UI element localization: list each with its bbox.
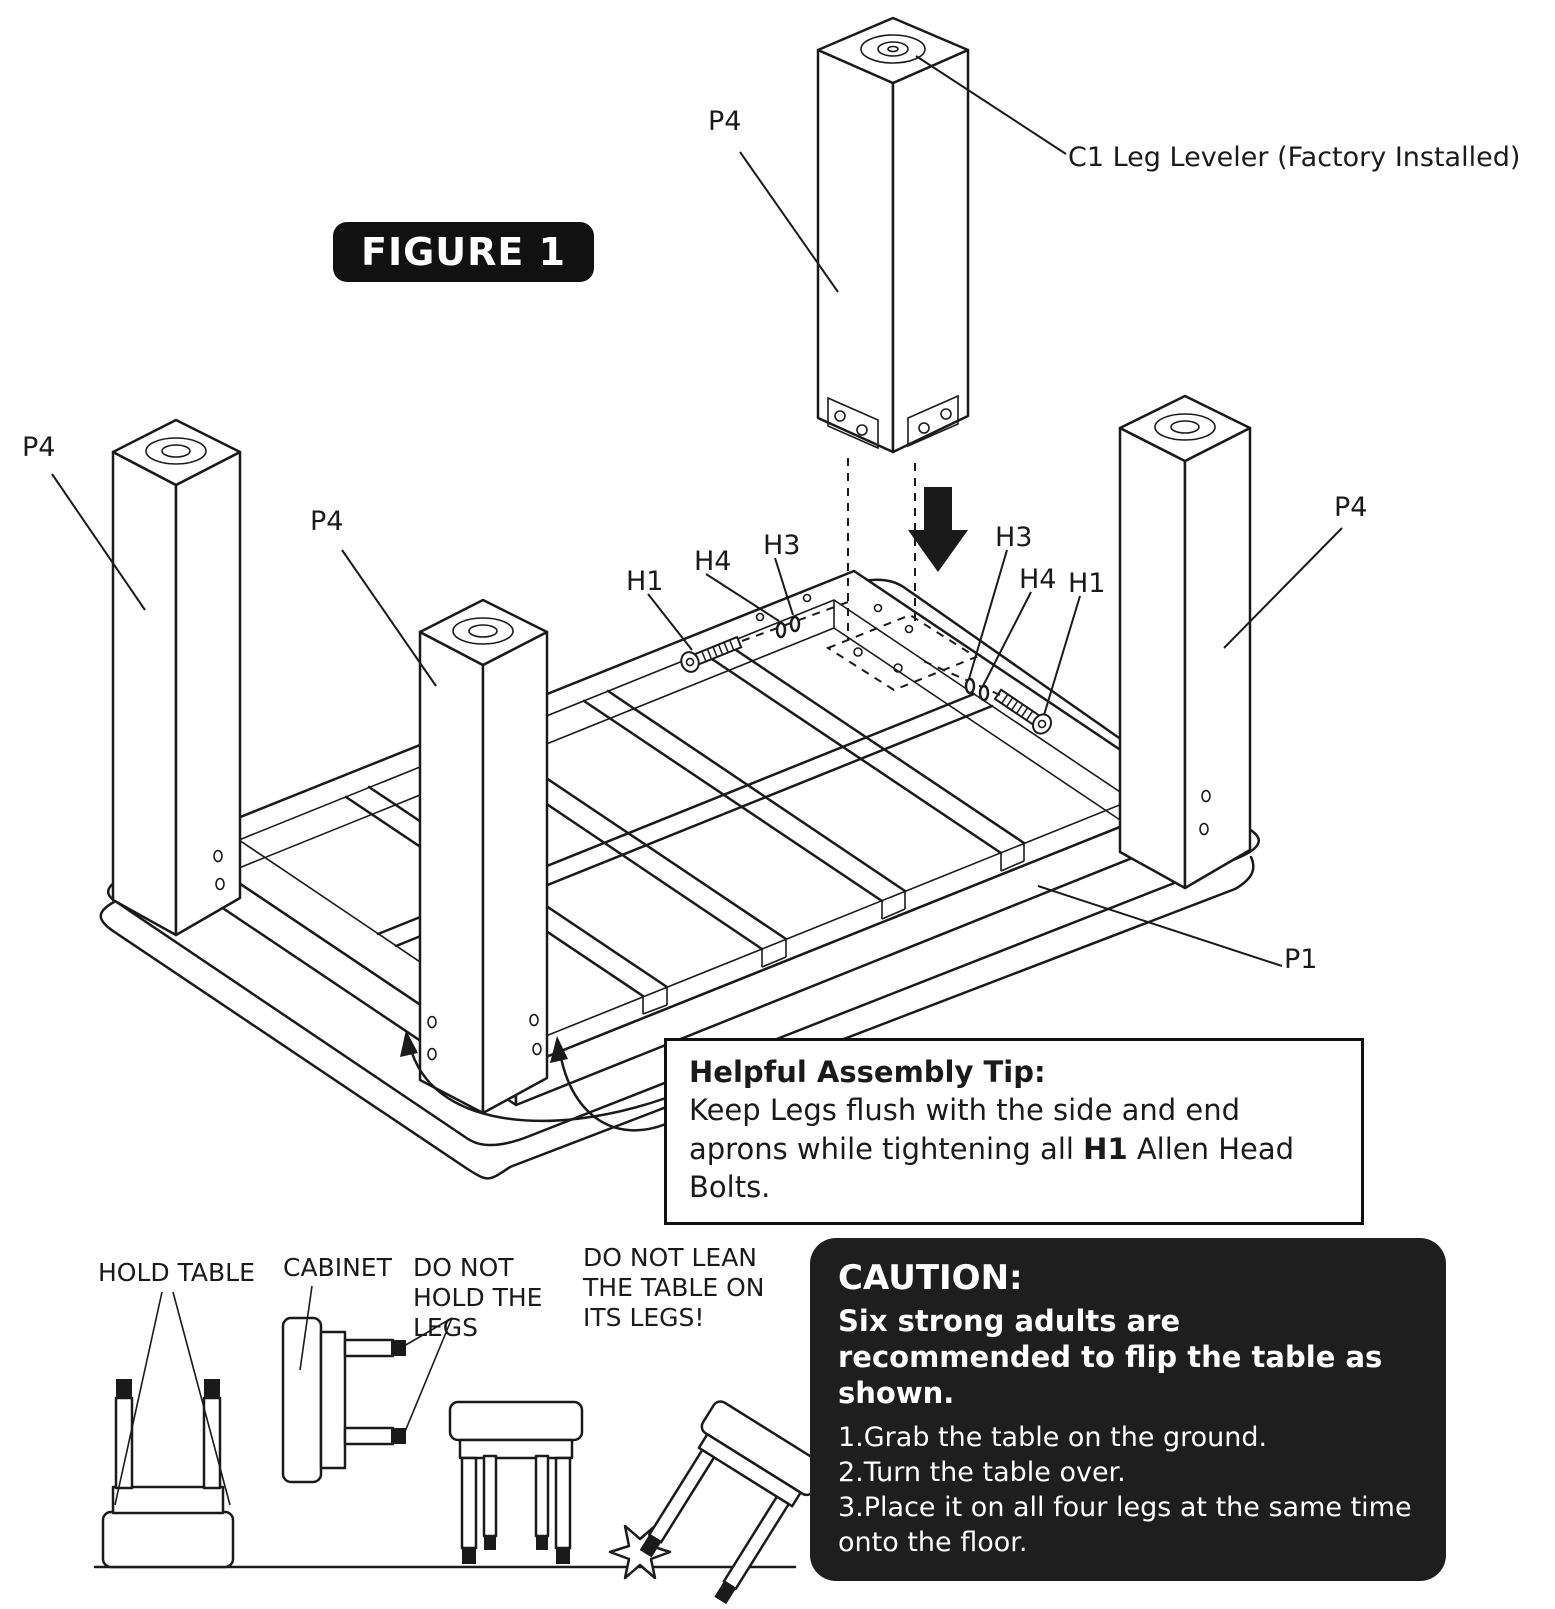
caution-subtitle: Six strong adults are recommended to flip the table as shown. <box>838 1304 1383 1410</box>
caution-title: CAUTION: <box>838 1258 1023 1298</box>
caution-step-3: 3.Place it on all four legs at the same time onto the floor. <box>838 1492 1412 1559</box>
assembly-tip-box <box>664 1038 1364 1225</box>
washer-h3-right <box>966 679 974 693</box>
mini-tilted-table <box>628 1398 828 1609</box>
leg-front <box>420 600 547 1113</box>
label-hold-table: HOLD TABLE <box>98 1258 255 1287</box>
label-h3-left: H3 <box>763 530 801 561</box>
label-h3-right: H3 <box>995 522 1033 553</box>
label-do-not-hold: DO NOT HOLD THE LEGS <box>413 1253 543 1342</box>
label-p1-tabletop: P1 <box>1284 944 1318 975</box>
label-c1-leveler: C1 Leg Leveler (Factory Installed) <box>1068 142 1521 173</box>
label-h1-right: H1 <box>1068 568 1106 599</box>
caution-box <box>810 1238 1446 1581</box>
caution-step-2: 2.Turn the table over. <box>838 1456 1126 1488</box>
label-p4-right: P4 <box>1334 492 1368 523</box>
label-h1-left: H1 <box>626 566 664 597</box>
label-cabinet: CABINET <box>283 1253 392 1282</box>
label-do-not-lean: DO NOT LEAN THE TABLE ON ITS LEGS! <box>583 1243 765 1332</box>
tip-title: Helpful Assembly Tip: <box>689 1055 1046 1089</box>
washer-h4-left <box>777 623 785 637</box>
leg-left <box>113 420 240 935</box>
label-p4-front: P4 <box>310 506 344 537</box>
label-p4-left: P4 <box>22 432 56 463</box>
mini-hold-table <box>103 1292 233 1567</box>
label-h4-right: H4 <box>1019 564 1057 595</box>
figure-title-badge: FIGURE 1 <box>333 222 594 282</box>
label-h4-left: H4 <box>694 546 732 577</box>
label-p4-detached: P4 <box>708 106 742 137</box>
caution-step-1: 1.Grab the table on the ground. <box>838 1421 1268 1453</box>
tip-body: Keep Legs flush with the side and end aprons while tightening all H1 Allen Head Bolts. <box>689 1093 1295 1204</box>
washer-h3-left <box>791 617 799 631</box>
insertion-arrow-icon <box>908 487 968 572</box>
mini-upright-table <box>450 1402 582 1564</box>
washer-h4-right <box>980 686 988 700</box>
